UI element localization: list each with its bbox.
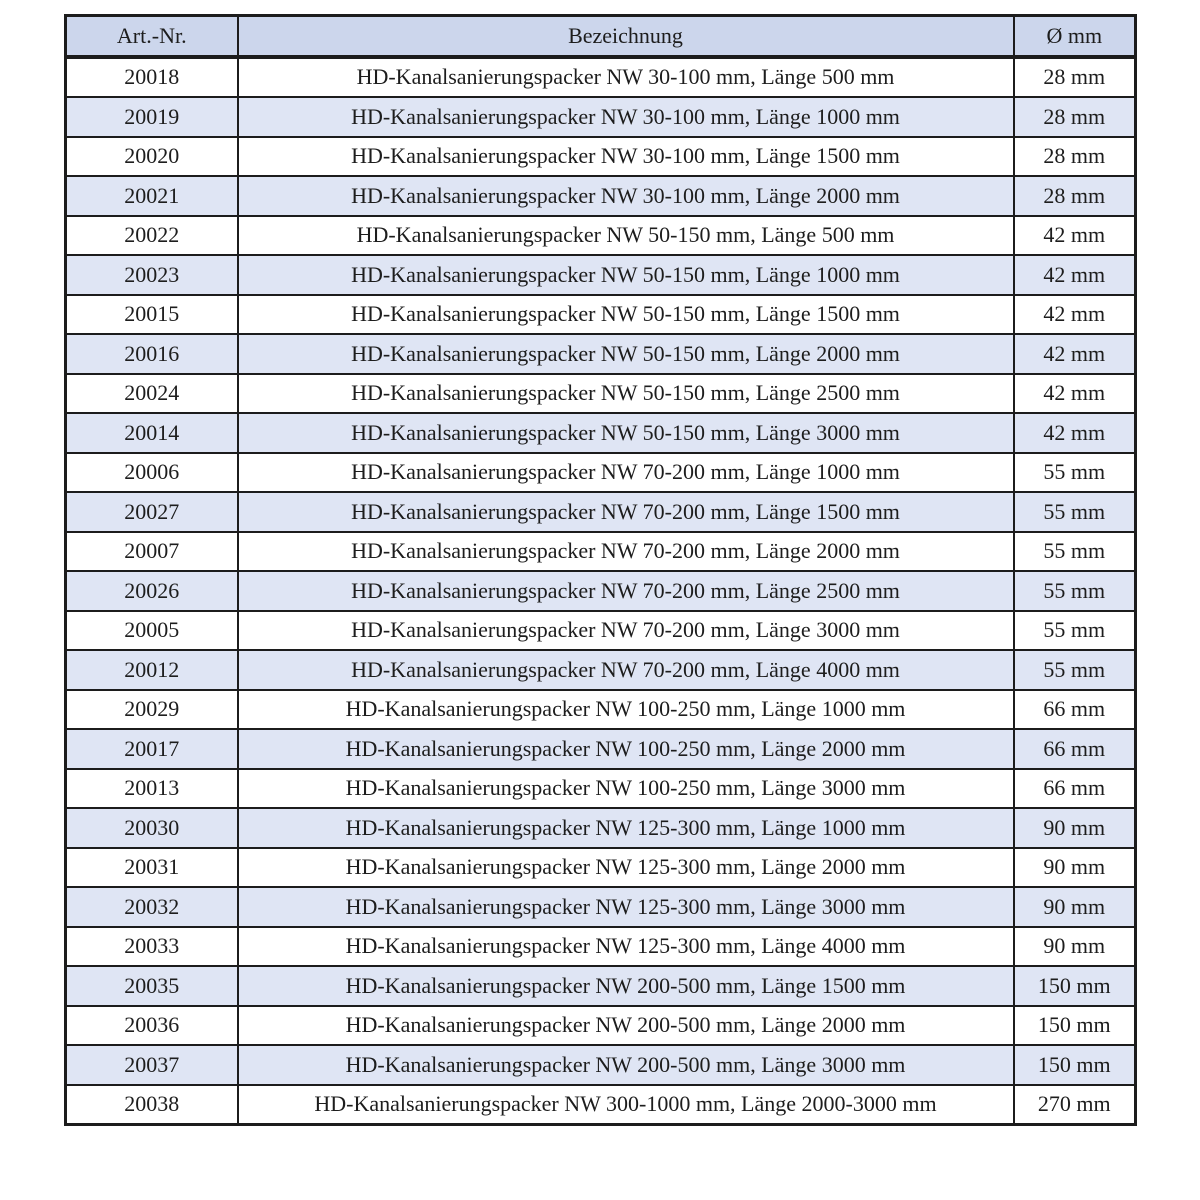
bezeichnung-cell: HD-Kanalsanierungspacker NW 30-100 mm, Länge 1000 mm (238, 97, 1014, 137)
header-row (66, 16, 1136, 57)
table-row (66, 137, 1136, 177)
diameter-cell: 28 mm (1014, 137, 1136, 177)
bezeichnung-cell: HD-Kanalsanierungspacker NW 70-200 mm, Länge 4000 mm (238, 650, 1014, 690)
bezeichnung-cell: HD-Kanalsanierungspacker NW 70-200 mm, Länge 3000 mm (238, 611, 1014, 651)
bezeichnung-cell: HD-Kanalsanierungspacker NW 125-300 mm, Länge 2000 mm (238, 848, 1014, 888)
artnr-cell: 20013 (66, 769, 238, 809)
table-row (66, 97, 1136, 137)
artnr-cell: 20037 (66, 1045, 238, 1085)
table-row (66, 611, 1136, 651)
artnr-cell: 20018 (66, 57, 238, 98)
diameter-cell: 28 mm (1014, 97, 1136, 137)
artnr-cell: 20016 (66, 334, 238, 374)
artnr-cell: 20022 (66, 216, 238, 256)
bezeichnung-cell: HD-Kanalsanierungspacker NW 125-300 mm, Länge 1000 mm (238, 808, 1014, 848)
diameter-cell: 90 mm (1014, 927, 1136, 967)
bezeichnung-cell: HD-Kanalsanierungspacker NW 30-100 mm, Länge 1500 mm (238, 137, 1014, 177)
diameter-cell: 55 mm (1014, 492, 1136, 532)
bezeichnung-cell: HD-Kanalsanierungspacker NW 70-200 mm, Länge 2000 mm (238, 532, 1014, 572)
table-row (66, 848, 1136, 888)
bezeichnung-cell: HD-Kanalsanierungspacker NW 30-100 mm, Länge 2000 mm (238, 176, 1014, 216)
table-row (66, 808, 1136, 848)
artnr-cell: 20031 (66, 848, 238, 888)
diameter-cell: 55 mm (1014, 453, 1136, 493)
diameter-cell: 28 mm (1014, 57, 1136, 98)
artnr-cell: 20032 (66, 887, 238, 927)
diameter-cell: 42 mm (1014, 374, 1136, 414)
diameter-cell: 55 mm (1014, 650, 1136, 690)
bezeichnung-cell: HD-Kanalsanierungspacker NW 50-150 mm, Länge 2500 mm (238, 374, 1014, 414)
diameter-cell: 42 mm (1014, 413, 1136, 453)
table-row (66, 1006, 1136, 1046)
bezeichnung-cell: HD-Kanalsanierungspacker NW 50-150 mm, Länge 1000 mm (238, 255, 1014, 295)
table-row (66, 492, 1136, 532)
diameter-cell: 150 mm (1014, 966, 1136, 1006)
bezeichnung-cell: HD-Kanalsanierungspacker NW 70-200 mm, Länge 2500 mm (238, 571, 1014, 611)
diameter-cell: 28 mm (1014, 176, 1136, 216)
diameter-cell: 270 mm (1014, 1085, 1136, 1125)
table-row (66, 532, 1136, 572)
artnr-cell: 20020 (66, 137, 238, 177)
table-row (66, 571, 1136, 611)
artnr-cell: 20024 (66, 374, 238, 414)
diameter-cell: 42 mm (1014, 295, 1136, 335)
bezeichnung-cell: HD-Kanalsanierungspacker NW 70-200 mm, Länge 1500 mm (238, 492, 1014, 532)
artnr-cell: 20014 (66, 413, 238, 453)
artnr-cell: 20030 (66, 808, 238, 848)
diameter-cell: 90 mm (1014, 808, 1136, 848)
table-row (66, 729, 1136, 769)
table-row (66, 1085, 1136, 1125)
artnr-cell: 20012 (66, 650, 238, 690)
table-row (66, 1045, 1136, 1085)
bezeichnung-cell: HD-Kanalsanierungspacker NW 50-150 mm, Länge 2000 mm (238, 334, 1014, 374)
table-row (66, 453, 1136, 493)
table-row (66, 966, 1136, 1006)
diameter-cell: 90 mm (1014, 887, 1136, 927)
diameter-cell: 150 mm (1014, 1006, 1136, 1046)
diameter-cell: 66 mm (1014, 729, 1136, 769)
artnr-cell: 20035 (66, 966, 238, 1006)
artnr-cell: 20019 (66, 97, 238, 137)
bezeichnung-cell: HD-Kanalsanierungspacker NW 200-500 mm, Länge 3000 mm (238, 1045, 1014, 1085)
column-header-artnr: Art.-Nr. (66, 16, 238, 57)
artnr-cell: 20026 (66, 571, 238, 611)
table-row (66, 650, 1136, 690)
diameter-cell: 55 mm (1014, 571, 1136, 611)
table-row (66, 295, 1136, 335)
column-header-diameter: Ø mm (1014, 16, 1136, 57)
bezeichnung-cell: HD-Kanalsanierungspacker NW 200-500 mm, Länge 2000 mm (238, 1006, 1014, 1046)
table-row (66, 769, 1136, 809)
bezeichnung-cell: HD-Kanalsanierungspacker NW 30-100 mm, Länge 500 mm (238, 57, 1014, 98)
artnr-cell: 20029 (66, 690, 238, 730)
diameter-cell: 55 mm (1014, 611, 1136, 651)
table-row (66, 413, 1136, 453)
table-row (66, 57, 1136, 98)
bezeichnung-cell: HD-Kanalsanierungspacker NW 70-200 mm, Länge 1000 mm (238, 453, 1014, 493)
table-body (66, 57, 1136, 1125)
artnr-cell: 20015 (66, 295, 238, 335)
artnr-cell: 20033 (66, 927, 238, 967)
artnr-cell: 20005 (66, 611, 238, 651)
column-header-bezeichnung: Bezeichnung (238, 16, 1014, 57)
bezeichnung-cell: HD-Kanalsanierungspacker NW 50-150 mm, Länge 1500 mm (238, 295, 1014, 335)
diameter-cell: 66 mm (1014, 769, 1136, 809)
diameter-cell: 42 mm (1014, 334, 1136, 374)
table-row (66, 255, 1136, 295)
bezeichnung-cell: HD-Kanalsanierungspacker NW 100-250 mm, Länge 3000 mm (238, 769, 1014, 809)
bezeichnung-cell: HD-Kanalsanierungspacker NW 50-150 mm, Länge 3000 mm (238, 413, 1014, 453)
bezeichnung-cell: HD-Kanalsanierungspacker NW 125-300 mm, Länge 3000 mm (238, 887, 1014, 927)
product-table (64, 14, 1137, 1126)
bezeichnung-cell: HD-Kanalsanierungspacker NW 100-250 mm, Länge 2000 mm (238, 729, 1014, 769)
table-row (66, 334, 1136, 374)
bezeichnung-cell: HD-Kanalsanierungspacker NW 125-300 mm, Länge 4000 mm (238, 927, 1014, 967)
artnr-cell: 20021 (66, 176, 238, 216)
artnr-cell: 20007 (66, 532, 238, 572)
table-row (66, 374, 1136, 414)
artnr-cell: 20006 (66, 453, 238, 493)
diameter-cell: 55 mm (1014, 532, 1136, 572)
diameter-cell: 90 mm (1014, 848, 1136, 888)
table-row (66, 216, 1136, 256)
bezeichnung-cell: HD-Kanalsanierungspacker NW 50-150 mm, Länge 500 mm (238, 216, 1014, 256)
artnr-cell: 20038 (66, 1085, 238, 1125)
diameter-cell: 66 mm (1014, 690, 1136, 730)
artnr-cell: 20023 (66, 255, 238, 295)
table-row (66, 690, 1136, 730)
diameter-cell: 42 mm (1014, 216, 1136, 256)
artnr-cell: 20017 (66, 729, 238, 769)
artnr-cell: 20027 (66, 492, 238, 532)
bezeichnung-cell: HD-Kanalsanierungspacker NW 300-1000 mm, Länge 2000-3000 mm (238, 1085, 1014, 1125)
table-row (66, 927, 1136, 967)
artnr-cell: 20036 (66, 1006, 238, 1046)
diameter-cell: 150 mm (1014, 1045, 1136, 1085)
diameter-cell: 42 mm (1014, 255, 1136, 295)
bezeichnung-cell: HD-Kanalsanierungspacker NW 200-500 mm, Länge 1500 mm (238, 966, 1014, 1006)
table-row (66, 887, 1136, 927)
bezeichnung-cell: HD-Kanalsanierungspacker NW 100-250 mm, Länge 1000 mm (238, 690, 1014, 730)
table-row (66, 176, 1136, 216)
